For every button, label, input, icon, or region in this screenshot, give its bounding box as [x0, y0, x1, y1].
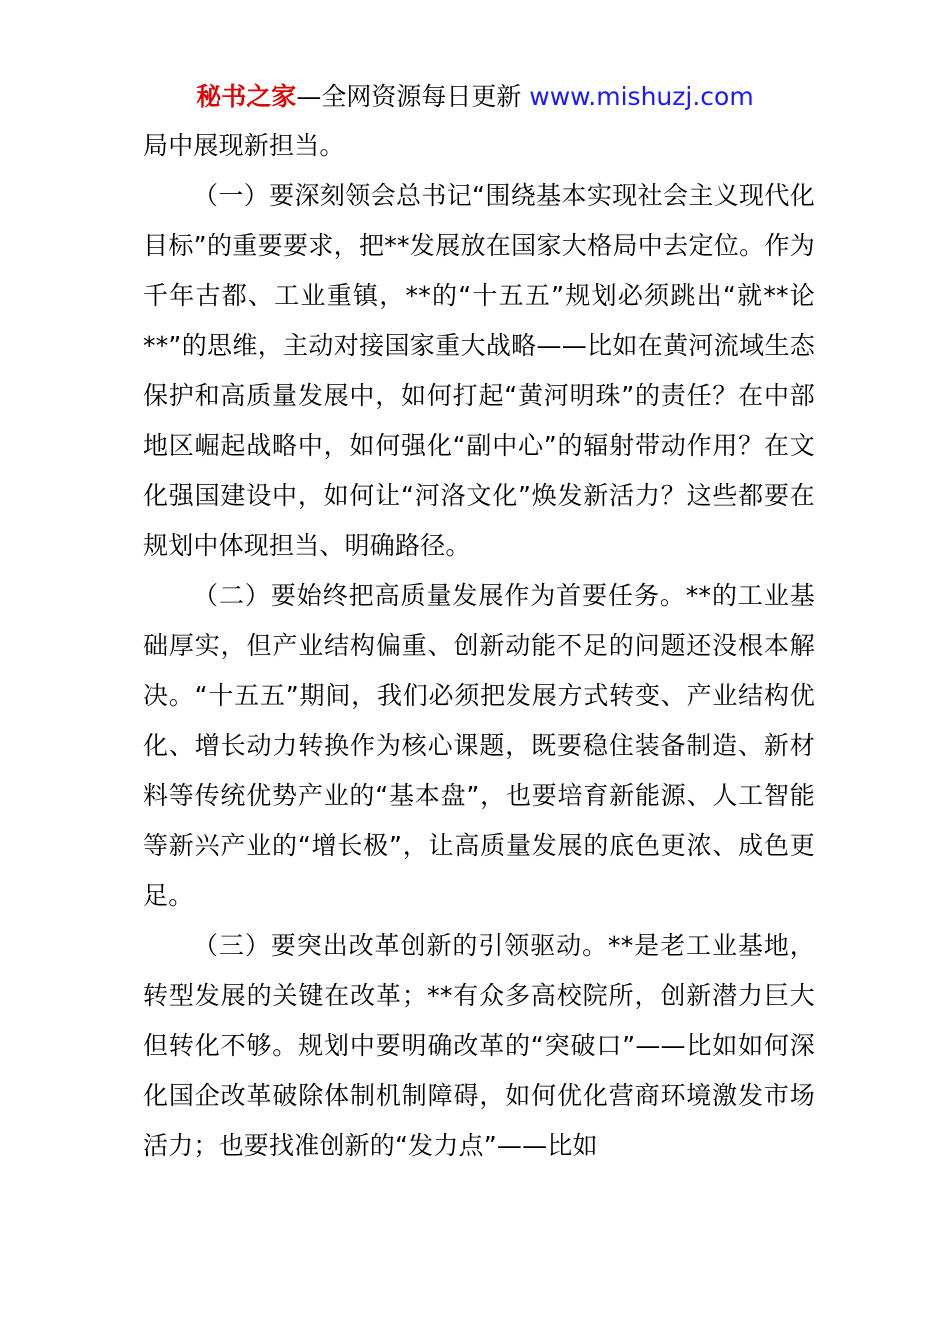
paragraph-section-three: （三）要突出改革创新的引领驱动。**是老工业基地，转型发展的关键在改革；**有众多高校院所，创新潜力巨大但转化不够。规划中要明确改革的“突破口”——比如如何深化国企改革破除体制机制障碍，如何优化营商环境激发市场活力；也要找准创新的“发力点”——比如: [143, 931, 815, 1160]
paragraph-continuation: 局中展现新担当。: [143, 131, 345, 160]
paragraph-section-one: （一）要深刻领会总书记“围绕基本实现社会主义现代化目标”的重要要求，把**发展放在国家大格局中去定位。作为千年古都、工业重镇，**的“十五五”规划必须跳出“就**论**”的思维，主动对接国家重大战略——比如在黄河流域生态保护和高质量发展中，如何打起“黄河明珠”的责任？在中部地区崛起战略中，如何强化“副中心”的辐射带动作用？在文化强国建设中，如何让“河洛文化”焕发新活力？这些都要在规划中体现担当、明确路径。: [143, 181, 815, 560]
site-url-link[interactable]: www.mishuzj.com: [529, 82, 754, 111]
brand-name: 秘书之家: [196, 82, 297, 111]
paragraph-section-two: （二）要始终把高质量发展作为首要任务。**的工业基础厚实，但产业结构偏重、创新动能不足的问题还没根本解决。“十五五”期间，我们必须把发展方式转变、产业结构优化、增长动力转换作为核心课题，既要稳住装备制造、新材料等传统优势产业的“基本盘”，也要培育新能源、人工智能等新兴产业的“增长极”，让高质量发展的底色更浓、成色更足。: [143, 581, 815, 910]
page-header: [0, 80, 950, 114]
header-tagline: —全网资源每日更新: [296, 82, 530, 111]
document-body: [143, 121, 815, 1171]
